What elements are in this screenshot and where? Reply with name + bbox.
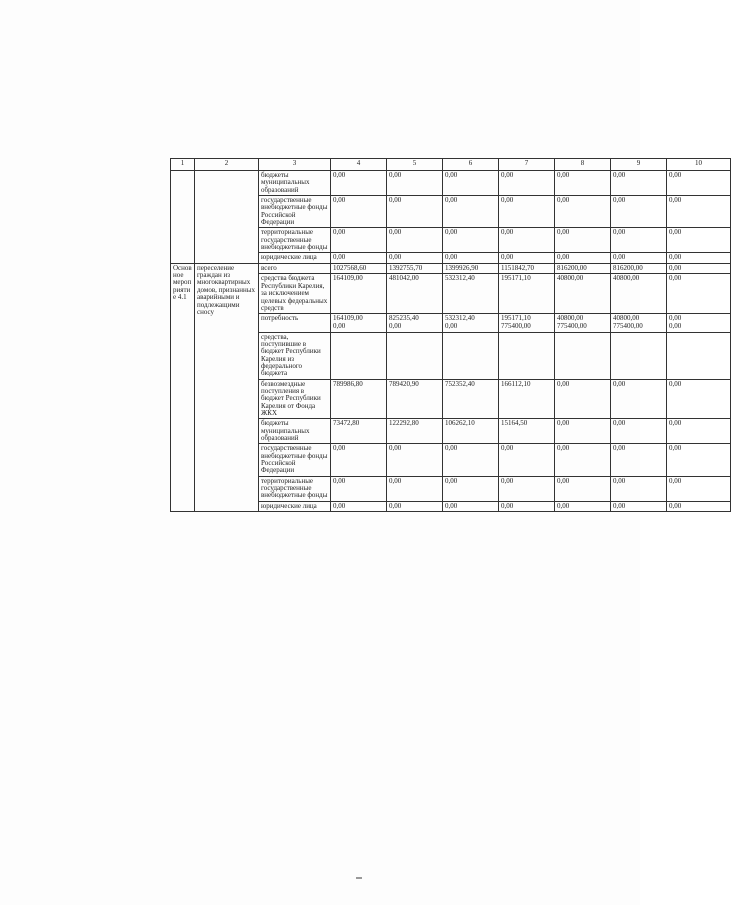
- cell-value: 816200,00: [613, 263, 643, 272]
- funding-source-cell: безвозмездные поступления в бюджет Республики Карелия от Фонда ЖКХ: [259, 379, 331, 419]
- value-cell: [555, 419, 611, 444]
- value-cell: 0,00: [611, 253, 667, 263]
- cell-value: 1027568,60: [333, 263, 367, 272]
- cell-value: 0,00: [501, 444, 514, 453]
- value-cell: [555, 263, 611, 274]
- cell-value: 122292,80: [389, 419, 419, 428]
- cell-value: 0,00: [669, 321, 682, 330]
- value-cell: [611, 501, 667, 512]
- cell-value: 789420,90: [389, 379, 419, 388]
- column-number-header: 10: [667, 159, 731, 171]
- value-cell: [331, 274, 387, 314]
- funding-source-cell: средства, поступившие в бюджет Республики Карелия из федерального бюджета: [259, 332, 331, 379]
- value-cell: [443, 419, 499, 444]
- value-cell: 0,00: [331, 228, 387, 253]
- value-cell: [499, 274, 555, 314]
- value-cell: [331, 332, 387, 379]
- value-cell: 0,00: [667, 171, 731, 196]
- cell-value: 0,00: [557, 444, 570, 453]
- value-cell: 0,00: [443, 196, 499, 228]
- budget-table: [170, 158, 731, 512]
- cell-value: 775400,00: [613, 321, 643, 330]
- value-cell: 0,00: [555, 228, 611, 253]
- event-name-cell: [195, 171, 259, 264]
- value-cell: [443, 379, 499, 419]
- value-cell: 0,00: [443, 171, 499, 196]
- cell-value: 752352,40: [445, 379, 475, 388]
- cell-value: 0,00: [501, 476, 514, 485]
- value-cell: [331, 314, 387, 332]
- value-cell: 0,00: [611, 228, 667, 253]
- cell-value: 195171,10: [501, 314, 531, 323]
- value-cell: [667, 444, 731, 476]
- value-cell: 0,00: [555, 253, 611, 263]
- value-cell: 0,00: [499, 171, 555, 196]
- column-number-header: 1: [171, 159, 195, 171]
- cell-value: 0,00: [669, 444, 682, 453]
- value-cell: [499, 476, 555, 501]
- cell-value: 195171,10: [501, 274, 531, 283]
- cell-value: 73472,80: [333, 419, 360, 428]
- cell-value: 0,00: [669, 314, 682, 323]
- value-cell: [611, 314, 667, 332]
- cell-value: 816200,00: [557, 263, 587, 272]
- cell-value: 0,00: [333, 476, 346, 485]
- value-cell: [611, 263, 667, 274]
- value-cell: [555, 444, 611, 476]
- value-cell: [611, 419, 667, 444]
- value-cell: 0,00: [667, 196, 731, 228]
- cell-value: 0,00: [333, 501, 346, 510]
- value-cell: 0,00: [611, 196, 667, 228]
- value-cell: 0,00: [387, 171, 443, 196]
- rotated-table-wrapper: [170, 158, 730, 510]
- funding-source-cell: государственные внебюджетные фонды Российской Федерации: [259, 444, 331, 476]
- cell-value: 1399926,90: [445, 263, 479, 272]
- funding-source-cell: потребность: [259, 314, 331, 332]
- value-cell: 0,00: [499, 228, 555, 253]
- value-cell: [499, 444, 555, 476]
- value-cell: [667, 314, 731, 332]
- value-cell: [611, 379, 667, 419]
- value-cell: [387, 444, 443, 476]
- value-cell: [555, 314, 611, 332]
- cell-value: 0,00: [445, 501, 458, 510]
- value-cell: [331, 419, 387, 444]
- value-cell: 0,00: [499, 196, 555, 228]
- value-cell: [443, 263, 499, 274]
- cell-value: 164109,00: [333, 314, 363, 323]
- value-cell: 0,00: [555, 171, 611, 196]
- cell-value: 0,00: [669, 379, 682, 388]
- cell-value: 0,00: [613, 444, 626, 453]
- table-row: [171, 171, 731, 196]
- scan-mark: [356, 877, 362, 879]
- value-cell: [387, 476, 443, 501]
- cell-value: 0,00: [389, 501, 402, 510]
- cell-value: 0,00: [501, 501, 514, 510]
- value-cell: [555, 379, 611, 419]
- cell-value: 0,00: [557, 501, 570, 510]
- value-cell: [611, 332, 667, 379]
- funding-source-cell: бюджеты муниципальных образований: [259, 171, 331, 196]
- value-cell: [499, 501, 555, 512]
- value-cell: [667, 274, 731, 314]
- funding-source-cell: юридические лица: [259, 253, 331, 263]
- cell-value: 0,00: [669, 263, 682, 272]
- funding-source-cell: юридические лица: [259, 501, 331, 512]
- value-cell: 0,00: [499, 253, 555, 263]
- value-cell: [555, 274, 611, 314]
- value-cell: 0,00: [387, 228, 443, 253]
- value-cell: [387, 419, 443, 444]
- cell-value: 789986,80: [333, 379, 363, 388]
- value-cell: [611, 444, 667, 476]
- cell-value: 40800,00: [557, 314, 584, 323]
- value-cell: 0,00: [667, 253, 731, 263]
- value-cell: [443, 314, 499, 332]
- value-cell: 0,00: [667, 228, 731, 253]
- cell-value: 0,00: [389, 444, 402, 453]
- value-cell: 0,00: [331, 171, 387, 196]
- cell-value: 0,00: [669, 419, 682, 428]
- value-cell: [443, 501, 499, 512]
- value-cell: [611, 274, 667, 314]
- funding-source-cell: всего: [259, 263, 331, 274]
- cell-value: 0,00: [613, 419, 626, 428]
- cell-value: 532312,40: [445, 314, 475, 323]
- value-cell: 0,00: [331, 253, 387, 263]
- value-cell: 0,00: [443, 253, 499, 263]
- cell-value: 0,00: [333, 444, 346, 453]
- value-cell: [555, 476, 611, 501]
- value-cell: 0,00: [331, 196, 387, 228]
- cell-value: 0,00: [669, 476, 682, 485]
- funding-source-cell: средства бюджета Республики Карелия, за исключением целевых федеральных средств: [259, 274, 331, 314]
- funding-source-cell: территориальные государственные внебюджетные фонды: [259, 228, 331, 253]
- value-cell: [499, 379, 555, 419]
- value-cell: 0,00: [387, 196, 443, 228]
- value-cell: [499, 332, 555, 379]
- cell-value: 166112,10: [501, 379, 531, 388]
- value-cell: [555, 332, 611, 379]
- column-number-header: 6: [443, 159, 499, 171]
- value-cell: 0,00: [555, 196, 611, 228]
- cell-value: 0,00: [557, 379, 570, 388]
- cell-value: 0,00: [389, 476, 402, 485]
- value-cell: [443, 274, 499, 314]
- value-cell: [667, 419, 731, 444]
- cell-value: 0,00: [445, 444, 458, 453]
- value-cell: [499, 419, 555, 444]
- column-number-header: 7: [499, 159, 555, 171]
- cell-value: 0,00: [669, 274, 682, 283]
- value-cell: 0,00: [611, 171, 667, 196]
- value-cell: [443, 476, 499, 501]
- cell-value: 40800,00: [613, 314, 640, 323]
- value-cell: [331, 444, 387, 476]
- value-cell: [443, 332, 499, 379]
- cell-value: 1151842,70: [501, 263, 534, 272]
- cell-value: 0,00: [613, 501, 626, 510]
- value-cell: 0,00: [387, 253, 443, 263]
- cell-value: 0,00: [613, 476, 626, 485]
- column-number-header: 5: [387, 159, 443, 171]
- value-cell: [667, 476, 731, 501]
- cell-value: 40800,00: [557, 274, 584, 283]
- cell-value: 532312,40: [445, 274, 475, 283]
- cell-value: 15164,50: [501, 419, 528, 428]
- value-cell: [443, 444, 499, 476]
- cell-value: 481042,00: [389, 274, 419, 283]
- value-cell: [667, 263, 731, 274]
- value-cell: [555, 501, 611, 512]
- value-cell: [667, 501, 731, 512]
- value-cell: 0,00: [443, 228, 499, 253]
- column-number-header: 9: [611, 159, 667, 171]
- table-row: [171, 263, 731, 274]
- event-name-cell: переселение граждан из многоквартирных домов, признанных аварийными и подлежащими сносу: [195, 263, 259, 512]
- cell-value: 0,00: [557, 476, 570, 485]
- value-cell: [387, 314, 443, 332]
- value-cell: [387, 379, 443, 419]
- value-cell: [331, 263, 387, 274]
- value-cell: [387, 263, 443, 274]
- cell-value: 825235,40: [389, 314, 419, 323]
- cell-value: 0,00: [445, 321, 458, 330]
- cell-value: 0,00: [613, 379, 626, 388]
- cell-value: 106262,10: [445, 419, 475, 428]
- value-cell: [611, 476, 667, 501]
- cell-value: 164109,00: [333, 274, 363, 283]
- value-cell: [499, 263, 555, 274]
- cell-value: 0,00: [389, 321, 402, 330]
- event-type-cell: Основное мероприятие 4.1: [171, 263, 195, 512]
- column-number-header: 4: [331, 159, 387, 171]
- value-cell: [331, 476, 387, 501]
- funding-source-cell: бюджеты муниципальных образований: [259, 419, 331, 444]
- cell-value: 0,00: [557, 419, 570, 428]
- cell-value: 775400,00: [501, 321, 531, 330]
- cell-value: 0,00: [445, 476, 458, 485]
- value-cell: [667, 332, 731, 379]
- column-number-header: 2: [195, 159, 259, 171]
- value-cell: [331, 501, 387, 512]
- column-number-header: 8: [555, 159, 611, 171]
- value-cell: [387, 332, 443, 379]
- column-number-header: 3: [259, 159, 331, 171]
- value-cell: [387, 501, 443, 512]
- value-cell: [499, 314, 555, 332]
- cell-value: 775400,00: [557, 321, 587, 330]
- event-type-cell: [171, 171, 195, 264]
- value-cell: [331, 379, 387, 419]
- funding-source-cell: государственные внебюджетные фонды Российской Федерации: [259, 196, 331, 228]
- cell-value: 1392755,70: [389, 263, 423, 272]
- value-cell: [667, 379, 731, 419]
- cell-value: 40800,00: [613, 274, 640, 283]
- value-cell: [387, 274, 443, 314]
- funding-source-cell: территориальные государственные внебюджетные фонды: [259, 476, 331, 501]
- cell-value: 0,00: [333, 321, 346, 330]
- cell-value: 0,00: [669, 501, 682, 510]
